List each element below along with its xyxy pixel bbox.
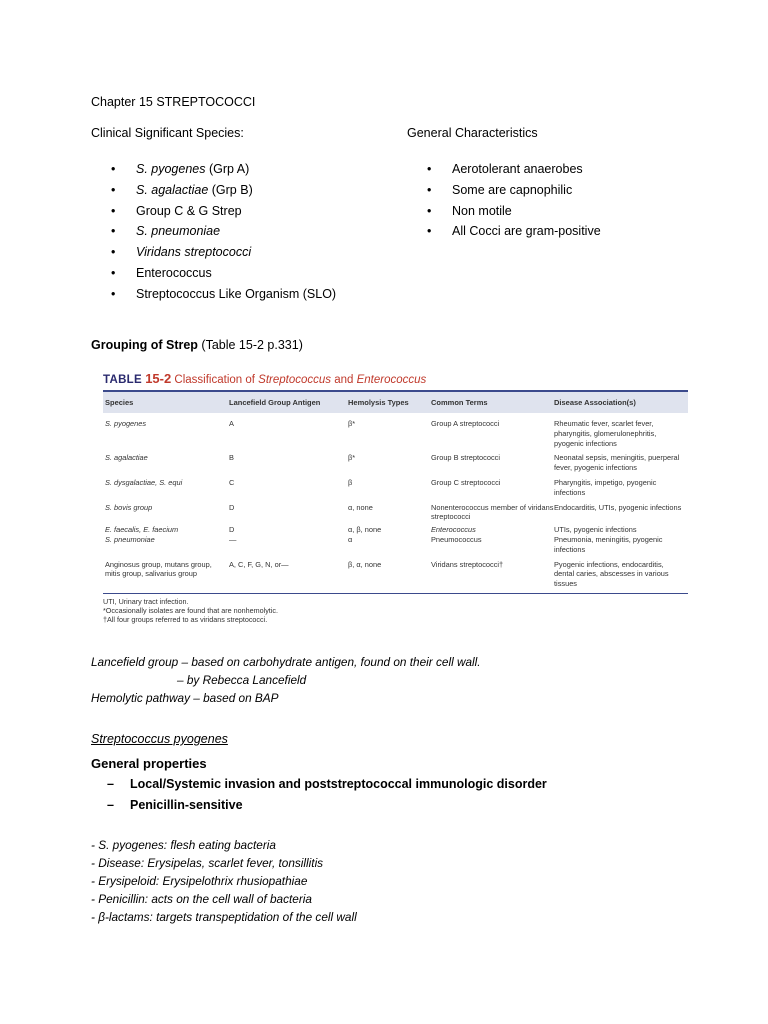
list-item: • S. agalactiae (Grp B) xyxy=(111,182,253,197)
note-line: - Erysipeloid: Erysipelothrix rhusiopathiae xyxy=(91,874,308,888)
table-bottom-rule xyxy=(103,593,688,594)
property-item: – Penicillin-sensitive xyxy=(107,798,243,812)
table-footnote: †All four groups referred to as viridans streptococci. xyxy=(103,614,268,624)
note-line: - Disease: Erysipelas, scarlet fever, tonsillitis xyxy=(91,856,324,870)
table-row: Anginosus group, mutans group, mitis group, salivarius group A, C, F, G, N, or— β, α, none Viridans streptococci† Pyogenic infections, endocarditis, dental caries, abscesses in various tissues xyxy=(105,559,669,589)
list-item: • S. pyogenes (Grp A) xyxy=(111,162,250,176)
species-list xyxy=(91,159,336,305)
general-characteristics-header: General Characteristics xyxy=(407,126,538,140)
characteristics-list xyxy=(407,159,601,242)
chapter-title: Chapter 15 STREPTOCOCCI xyxy=(91,95,256,109)
list-item: • All Cocci are gram-positive xyxy=(427,224,601,239)
property-item: – Local/Systemic invasion and poststreptococcal immunologic disorder xyxy=(107,777,547,791)
general-properties-heading: General properties xyxy=(91,756,207,771)
table-title: TABLE 15-2 Classification of Streptococcus and Enterococcus xyxy=(103,371,427,386)
table-header-cell: Hemolysis Types xyxy=(348,398,409,407)
note-line: - Penicillin: acts on the cell wall of bacteria xyxy=(91,892,312,906)
note-line: - S. pyogenes: flesh eating bacteria xyxy=(91,838,276,852)
clinical-species-header: Clinical Significant Species: xyxy=(91,126,244,140)
table-header-cell: Lancefield Group Antigen xyxy=(229,398,321,407)
pyogenes-heading: Streptococcus pyogenes xyxy=(91,732,228,746)
table-header-cell: Common Terms xyxy=(431,398,488,407)
table-row: S. agalactiae B β* Group B streptococci Neonatal sepsis, meningitis, puerperal fever, pyogenic infections xyxy=(105,453,680,473)
hemolytic-definition: Hemolytic pathway – based on BAP xyxy=(91,691,279,705)
note-line: - β-lactams: targets transpeptidation of the cell wall xyxy=(91,910,357,924)
table-header-cell: Disease Association(s) xyxy=(554,398,636,407)
list-item: • Some are capnophilic xyxy=(427,182,573,197)
table-footnote: *Occasionally isolates are found that are nonhemolytic. xyxy=(103,605,278,615)
lancefield-attribution: – by Rebecca Lancefield xyxy=(177,673,307,687)
table-header-cell: Species xyxy=(105,398,134,407)
list-item: • Non motile xyxy=(427,203,512,218)
table-row: S. dysgalactiae, S. equi C β Group C streptococci Pharyngitis, impetigo, pyogenic infections xyxy=(105,477,657,497)
table-header-row xyxy=(103,392,688,413)
table-row: S. pneumoniae — α Pneumococcus Pneumonia, meningitis, pyogenic infections xyxy=(105,534,663,554)
table-footnotes xyxy=(103,597,688,624)
list-item: • Viridans streptococci xyxy=(111,245,252,260)
table-row: E. faecalis, E. faecium D α, β, none Enterococcus UTIs, pyogenic infections xyxy=(105,525,637,535)
list-item: • Group C & G Strep xyxy=(111,203,242,218)
list-item: • Aerotolerant anaerobes xyxy=(427,162,583,176)
list-item: • S. pneumoniae xyxy=(111,224,221,239)
grouping-heading: Grouping of Strep (Table 15-2 p.331) xyxy=(91,338,303,352)
list-item: • Enterococcus xyxy=(111,265,212,280)
lancefield-definition: Lancefield group – based on carbohydrate antigen, found on their cell wall. xyxy=(91,655,481,669)
table-footnote: UTI, Urinary tract infection. xyxy=(103,596,189,606)
list-item: • Streptococcus Like Organism (SLO) xyxy=(111,286,337,301)
table-row: S. bovis group D α, none Nonenterococcus member of viridans streptococci Endocarditis, UTIs, pyogenic infections xyxy=(105,502,682,522)
table-row: S. pyogenes A β* Group A streptococci Rheumatic fever, scarlet fever, pharyngitis, glomerulonephritis, pyogenic infections xyxy=(105,419,657,448)
classification-table xyxy=(103,370,688,624)
